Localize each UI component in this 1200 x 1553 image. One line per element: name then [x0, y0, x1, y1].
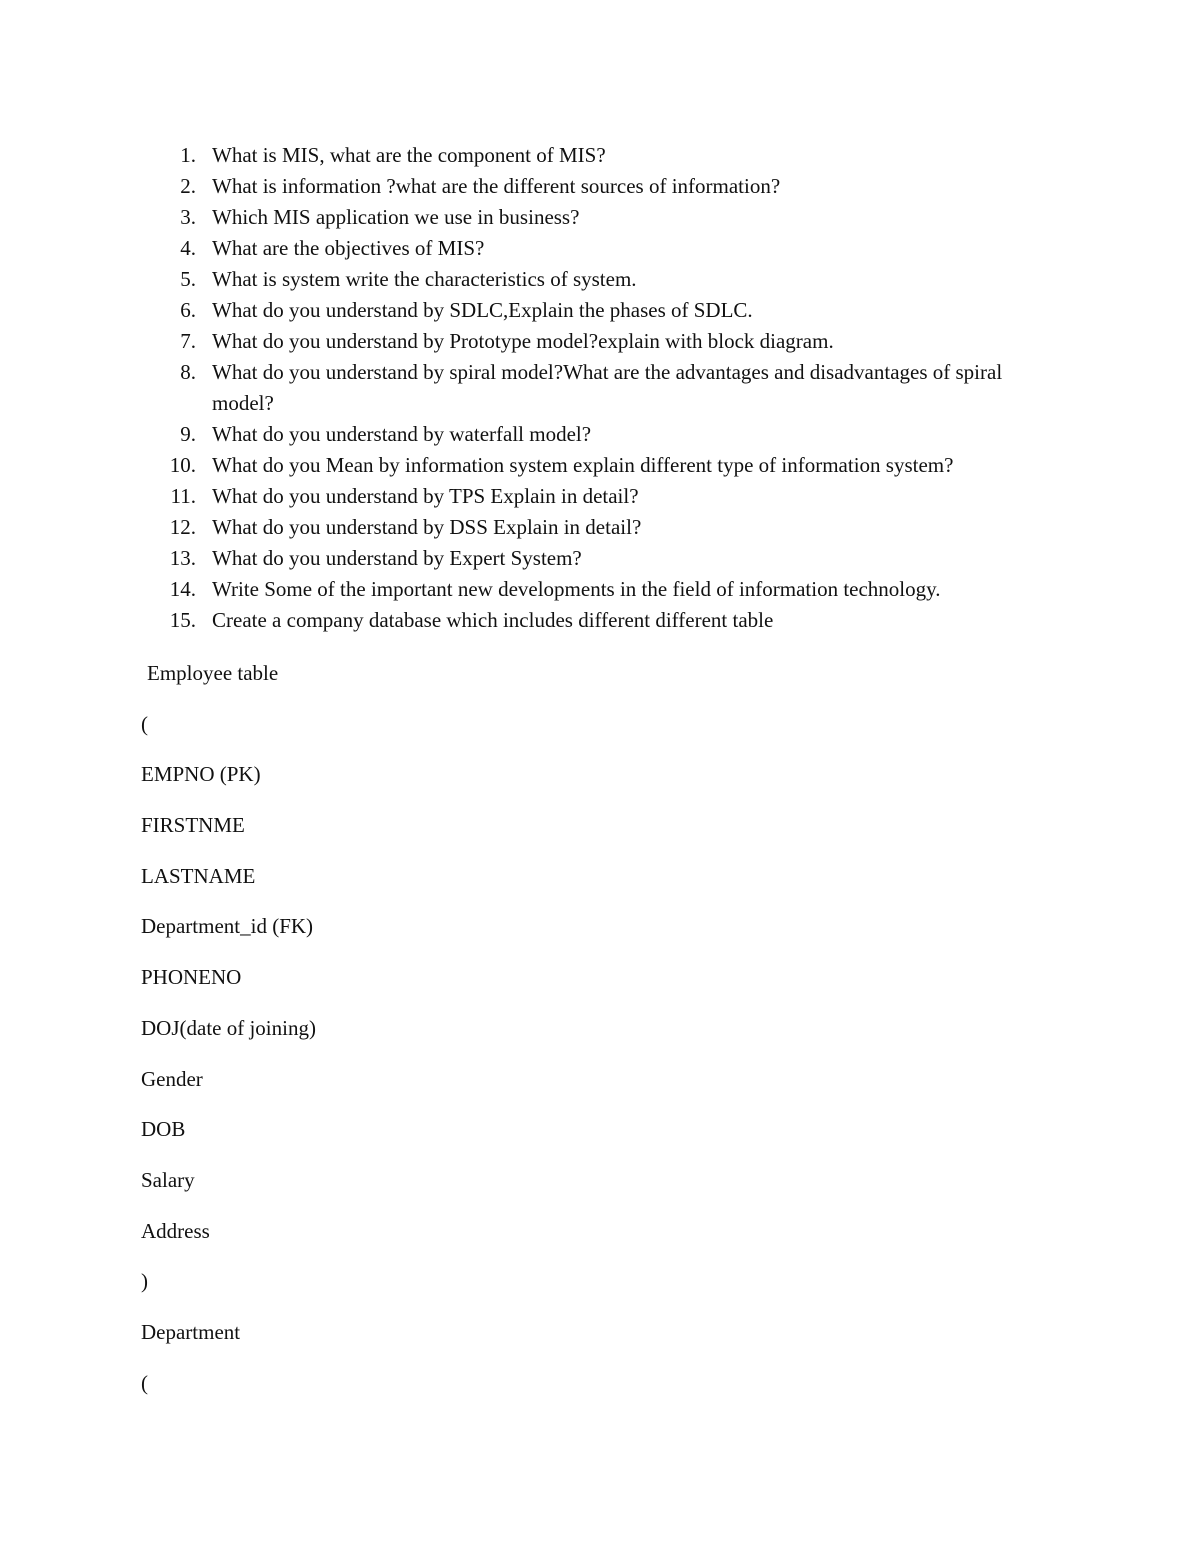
list-item: [0, 574, 1200, 605]
item-number: 5.: [180, 267, 196, 291]
close-paren: ): [141, 1269, 148, 1294]
open-paren: (: [141, 1370, 148, 1395]
item-number: 14.: [169, 577, 196, 601]
list-item: [0, 357, 1200, 419]
item-text: What do you understand by Prototype model?explain with block diagram.: [212, 329, 834, 353]
list-item: [0, 543, 1200, 574]
item-number: 12.: [169, 515, 196, 539]
field-gender: Gender: [141, 1066, 203, 1091]
field-firstname: FIRSTNME: [141, 813, 245, 838]
item-text: Write Some of the important new developments in the field of information technology.: [212, 577, 941, 601]
list-item: [0, 326, 1200, 357]
department-heading: Department: [141, 1319, 241, 1344]
item-text: Create a company database which includes different different table: [212, 608, 774, 632]
item-number: 8.: [180, 360, 196, 384]
question-list: [0, 140, 1200, 636]
list-item: [0, 481, 1200, 512]
list-item: [0, 419, 1200, 450]
item-number: 4.: [180, 236, 196, 260]
item-number: 1.: [180, 143, 196, 167]
field-address: Address: [141, 1218, 210, 1243]
item-text: Which MIS application we use in business?: [212, 205, 580, 229]
item-text: What do you understand by waterfall model?: [212, 422, 592, 446]
field-dob: DOB: [141, 1117, 186, 1142]
schema-section: [141, 655, 316, 1415]
list-item: [0, 264, 1200, 295]
item-number: 15.: [169, 608, 196, 632]
list-item: [0, 605, 1200, 636]
list-item: [0, 202, 1200, 233]
item-number: 11.: [170, 484, 196, 508]
field-empno: EMPNO (PK): [141, 762, 261, 787]
item-number: 2.: [180, 174, 196, 198]
item-text: What is information ?what are the different sources of information?: [212, 174, 781, 198]
item-text: What do you understand by DSS Explain in detail?: [212, 515, 642, 539]
item-text: What is MIS, what are the component of MIS?: [212, 143, 606, 167]
field-department-id: Department_id (FK): [141, 914, 314, 939]
list-item: [0, 171, 1200, 202]
item-number: 6.: [180, 298, 196, 322]
item-number: 10.: [169, 453, 196, 477]
list-item: [0, 512, 1200, 543]
list-item: [0, 140, 1200, 171]
field-doj: DOJ(date of joining): [141, 1015, 316, 1040]
field-phoneno: PHONENO: [141, 965, 242, 990]
employee-table-heading: Employee table: [147, 661, 279, 685]
item-text: What are the objectives of MIS?: [212, 236, 485, 260]
item-text: What do you Mean by information system explain different type of information system?: [212, 453, 954, 477]
item-number: 3.: [180, 205, 196, 229]
item-number: 7.: [180, 329, 196, 353]
list-item: [0, 450, 1200, 481]
item-number: 9.: [180, 422, 196, 446]
item-text: What do you understand by SDLC,Explain the phases of SDLC.: [212, 298, 753, 322]
item-text: What is system write the characteristics of system.: [212, 267, 637, 291]
item-text: What do you understand by spiral model?What are the advantages and disadvantages of spiral model?: [212, 360, 1003, 415]
field-salary: Salary: [141, 1167, 195, 1192]
item-number: 13.: [169, 546, 196, 570]
list-item: [0, 295, 1200, 326]
item-text: What do you understand by TPS Explain in detail?: [212, 484, 639, 508]
open-paren: (: [141, 711, 148, 736]
item-text: What do you understand by Expert System?: [212, 546, 582, 570]
field-lastname: LASTNAME: [141, 863, 256, 888]
list-item: [0, 233, 1200, 264]
